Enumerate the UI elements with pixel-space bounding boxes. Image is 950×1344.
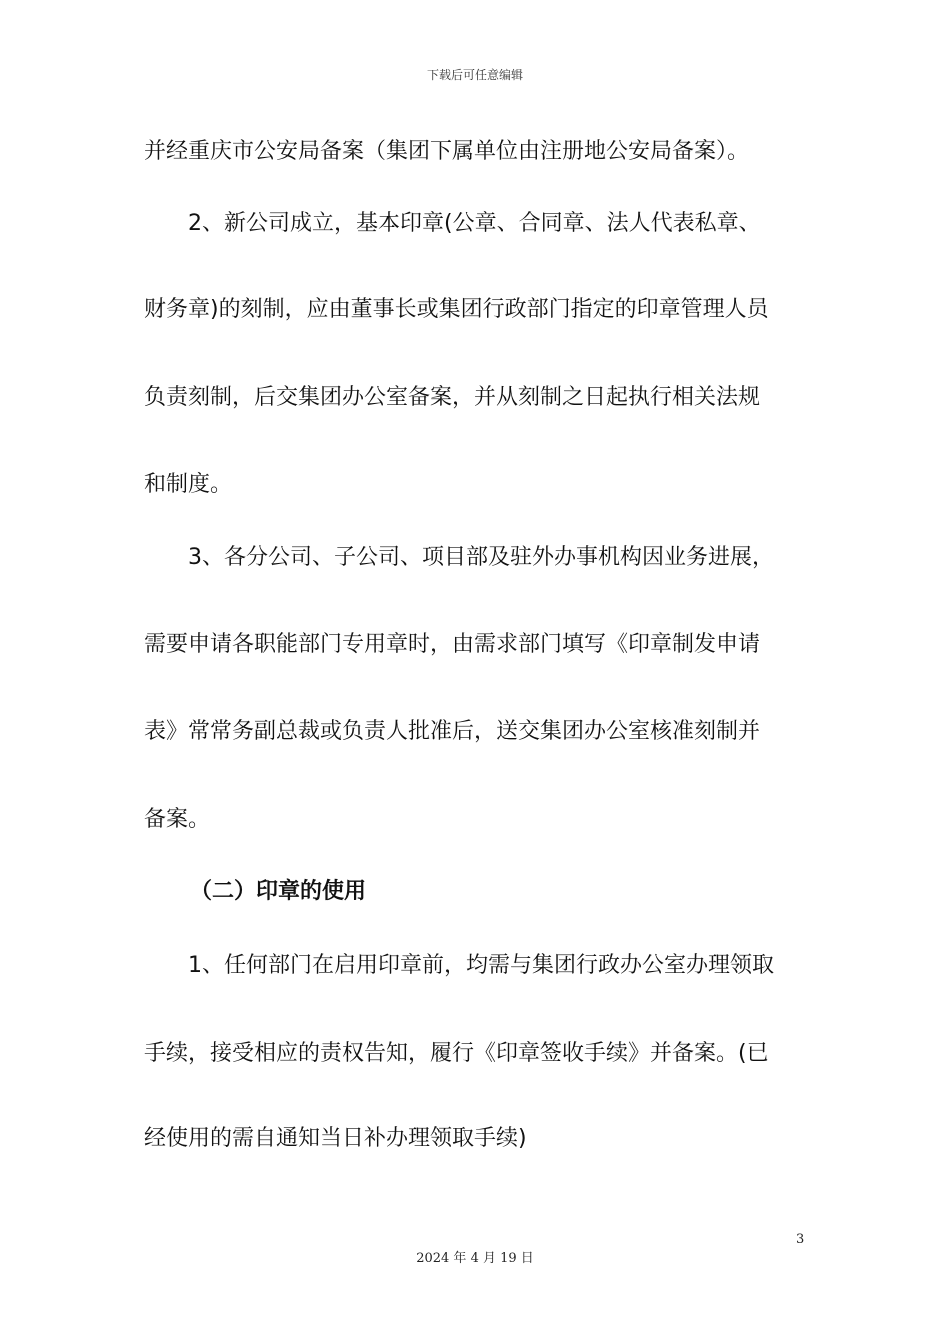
footer-date: 2024 年 4 月 19 日 (416, 1251, 534, 1266)
paragraph-line: 3、各分公司、子公司、项目部及驻外办事机构因业务进展， (188, 545, 774, 570)
paragraph-line: 经使用的需自通知当日补办理领取手续) (144, 1126, 527, 1151)
section-heading: （二）印章的使用 (190, 879, 367, 904)
paragraph-line: 备案。 (144, 807, 211, 832)
paragraph-line: 需要申请各职能部门专用章时，由需求部门填写《印章制发申请 (144, 632, 761, 657)
page-number: 3 (796, 1232, 805, 1247)
paragraph-line: 并经重庆市公安局备案（集团下属单位由注册地公安局备案）。 (144, 139, 750, 164)
paragraph-line: 2、新公司成立，基本印章(公章、合同章、法人代表私章、 (188, 211, 761, 236)
header-note: 下载后可任意编辑 (426, 68, 523, 82)
paragraph-line: 手续，接受相应的责权告知，履行《印章签收手续》并备案。(已 (144, 1041, 769, 1066)
paragraph-line: 财务章)的刻制，应由董事长或集团行政部门指定的印章管理人员 (144, 297, 769, 322)
paragraph-line: 和制度。 (144, 472, 233, 497)
paragraph-line: 表》常常务副总裁或负责人批准后，送交集团办公室核准刻制并 (144, 719, 761, 744)
paragraph-line: 1、任何部门在启用印章前，均需与集团行政办公室办理领取 (188, 953, 774, 978)
paragraph-line: 负责刻制，后交集团办公室备案，并从刻制之日起执行相关法规 (144, 385, 761, 410)
